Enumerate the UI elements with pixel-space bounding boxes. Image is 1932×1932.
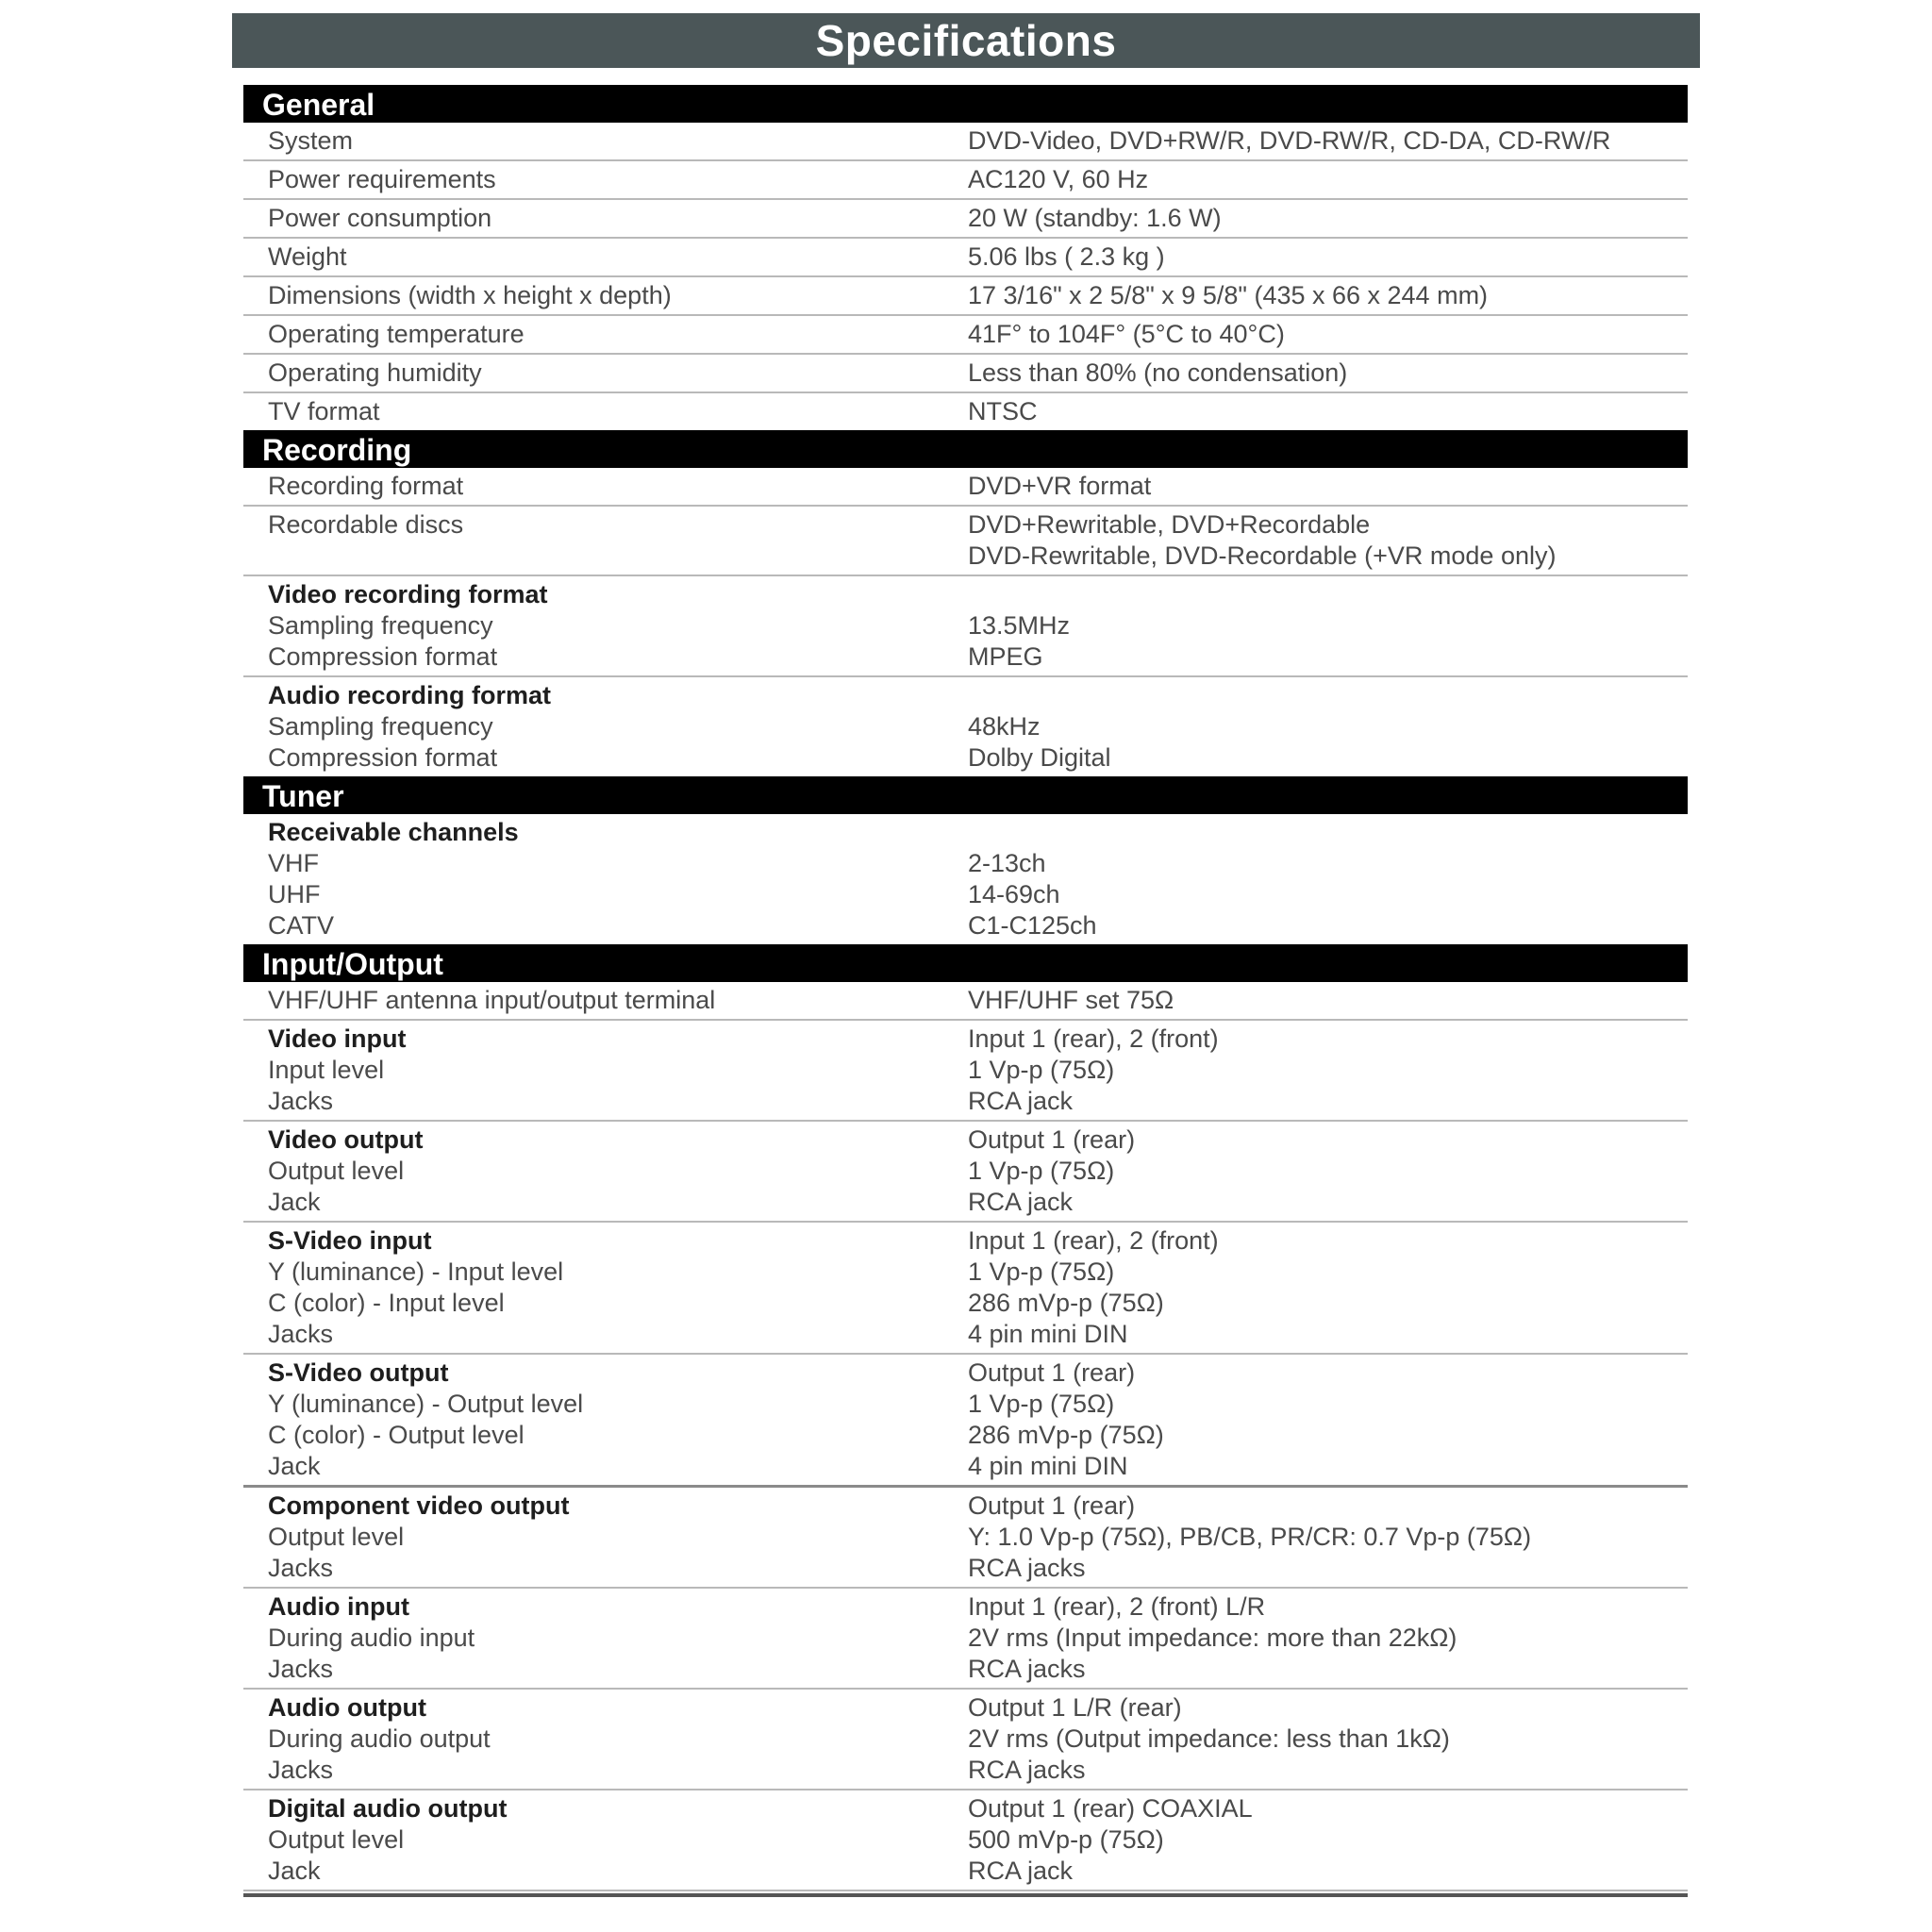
spec-label-cell	[243, 1690, 968, 1789]
spec-label: System	[268, 126, 354, 155]
spec-value: 2-13ch	[968, 849, 1046, 877]
spec-value-cell	[968, 239, 1688, 275]
spec-row	[243, 1122, 1688, 1223]
spec-value-cell	[968, 1021, 1688, 1120]
spec-row	[243, 1021, 1688, 1122]
spec-group-heading: Video input	[268, 1024, 407, 1053]
spec-value: 14-69ch	[968, 880, 1060, 908]
spec-value: Input 1 (rear), 2 (front)	[968, 1024, 1219, 1053]
spec-value-cell	[968, 1690, 1688, 1789]
spec-value: 4 pin mini DIN	[968, 1452, 1128, 1480]
spec-value-cell	[968, 161, 1688, 198]
spec-label: Power requirements	[268, 165, 496, 193]
spec-value: 1 Vp-p (75Ω)	[968, 1390, 1115, 1418]
spec-label: Compression format	[268, 743, 498, 772]
spec-label: Jacks	[268, 1756, 334, 1784]
spec-label-cell	[243, 161, 968, 198]
spec-row	[243, 161, 1688, 200]
spec-value-cell	[968, 1122, 1688, 1221]
spec-value-cell	[968, 393, 1688, 430]
spec-label: Jacks	[268, 1655, 334, 1683]
spec-value: Output 1 L/R (rear)	[968, 1693, 1182, 1722]
spec-row	[243, 982, 1688, 1021]
spec-value: 286 mVp-p (75Ω)	[968, 1289, 1164, 1317]
spec-value: RCA jack	[968, 1188, 1074, 1216]
spec-value-cell	[968, 814, 1688, 944]
spec-row	[243, 316, 1688, 355]
spec-value-cell	[968, 1790, 1688, 1890]
spec-label-cell	[243, 316, 968, 353]
spec-value: Dolby Digital	[968, 743, 1111, 772]
spec-label-cell	[243, 1589, 968, 1688]
spec-value: Input 1 (rear), 2 (front) L/R	[968, 1592, 1266, 1621]
spec-label: CATV	[268, 911, 335, 940]
spec-label-cell	[243, 393, 968, 430]
spec-value-cell	[968, 1488, 1688, 1587]
spec-value: AC120 V, 60 Hz	[968, 165, 1149, 193]
spec-value-cell	[968, 982, 1688, 1019]
spec-value: Input 1 (rear), 2 (front)	[968, 1226, 1219, 1255]
spec-value: 48kHz	[968, 712, 1041, 741]
spec-row	[243, 277, 1688, 316]
spec-row	[243, 393, 1688, 430]
spec-value: 4 pin mini DIN	[968, 1320, 1128, 1348]
spec-label: Output level	[268, 1523, 405, 1551]
spec-label-cell	[243, 677, 968, 776]
spec-value: Output 1 (rear)	[968, 1125, 1136, 1154]
spec-value: 5.06 lbs ( 2.3 kg )	[968, 242, 1165, 271]
spec-label-cell	[243, 355, 968, 391]
spec-label: Weight	[268, 242, 347, 271]
spec-label-cell	[243, 1790, 968, 1890]
spec-label-cell	[243, 200, 968, 237]
spec-row	[243, 1355, 1688, 1488]
spec-value-cell	[968, 123, 1688, 159]
spec-label-cell	[243, 1355, 968, 1485]
spec-label-cell	[243, 1021, 968, 1120]
spec-label: Jacks	[268, 1087, 334, 1115]
spec-label: Compression format	[268, 642, 498, 671]
spec-value: 286 mVp-p (75Ω)	[968, 1421, 1164, 1449]
spec-label: Sampling frequency	[268, 712, 493, 741]
spec-label-cell	[243, 1122, 968, 1221]
spec-value: DVD-Rewritable, DVD-Recordable (+VR mode only)	[968, 541, 1557, 570]
spec-label: UHF	[268, 880, 321, 908]
spec-label: TV format	[268, 397, 380, 425]
spec-table	[243, 85, 1688, 1897]
spec-value	[968, 579, 1688, 610]
spec-value-cell	[968, 200, 1688, 237]
spec-label: Jack	[268, 1857, 321, 1885]
spec-value: Less than 80% (no condensation)	[968, 358, 1348, 387]
spec-value: DVD+Rewritable, DVD+Recordable	[968, 510, 1371, 539]
spec-row	[243, 507, 1688, 576]
spec-value-cell	[968, 1355, 1688, 1485]
spec-row	[243, 200, 1688, 239]
spec-value-cell	[968, 1589, 1688, 1688]
spec-value: 2V rms (Input impedance: more than 22kΩ)	[968, 1624, 1457, 1652]
spec-value: Output 1 (rear)	[968, 1358, 1136, 1387]
spec-label: Output level	[268, 1157, 405, 1185]
spec-value-cell	[968, 277, 1688, 314]
spec-label: Jack	[268, 1188, 321, 1216]
spec-value: RCA jacks	[968, 1756, 1086, 1784]
spec-group-heading: Component video output	[268, 1491, 570, 1520]
spec-group-heading: Audio recording format	[268, 681, 552, 709]
section-header-tuner: Tuner	[243, 776, 1688, 814]
spec-label-cell	[243, 239, 968, 275]
spec-label: Operating temperature	[268, 320, 525, 348]
spec-value: MPEG	[968, 642, 1043, 671]
spec-label: Operating humidity	[268, 358, 482, 387]
spec-label: C (color) - Output level	[268, 1421, 525, 1449]
spec-group-heading: Receivable channels	[268, 818, 519, 846]
spec-label-cell	[243, 982, 968, 1019]
spec-label: Dimensions (width x height x depth)	[268, 281, 672, 309]
spec-label: Recording format	[268, 472, 464, 500]
spec-group-heading: Audio output	[268, 1693, 426, 1722]
spec-value: C1-C125ch	[968, 911, 1097, 940]
spec-label: Recordable discs	[268, 510, 464, 539]
spec-label: C (color) - Input level	[268, 1289, 505, 1317]
spec-value-cell	[968, 468, 1688, 505]
spec-label: Y (luminance) - Input level	[268, 1257, 564, 1286]
page-title: Specifications	[232, 13, 1700, 68]
spec-row	[243, 814, 1688, 944]
section-header-recording: Recording	[243, 430, 1688, 468]
section-header-general: General	[243, 85, 1688, 123]
spec-value: 500 mVp-p (75Ω)	[968, 1825, 1164, 1854]
spec-value-cell	[968, 507, 1688, 575]
spec-value: 1 Vp-p (75Ω)	[968, 1257, 1115, 1286]
spec-value: 13.5MHz	[968, 611, 1071, 640]
spec-row	[243, 1589, 1688, 1690]
spec-value: 2V rms (Output impedance: less than 1kΩ)	[968, 1724, 1450, 1753]
spec-value: Output 1 (rear) COAXIAL	[968, 1794, 1253, 1823]
spec-group-heading: S-Video input	[268, 1226, 432, 1255]
spec-label: VHF	[268, 849, 319, 877]
spec-group-heading: S-Video output	[268, 1358, 449, 1387]
spec-value: RCA jack	[968, 1087, 1074, 1115]
spec-row	[243, 123, 1688, 161]
spec-value	[968, 817, 1688, 848]
spec-label-cell	[243, 468, 968, 505]
spec-label: Power consumption	[268, 204, 492, 232]
section-header-input-output: Input/Output	[243, 944, 1688, 982]
spec-value: RCA jacks	[968, 1655, 1086, 1683]
spec-row	[243, 1790, 1688, 1891]
spec-label: Jacks	[268, 1554, 334, 1582]
spec-value-cell	[968, 677, 1688, 776]
spec-label-cell	[243, 814, 968, 944]
spec-label: Output level	[268, 1825, 405, 1854]
spec-value: VHF/UHF set 75Ω	[968, 986, 1174, 1014]
spec-label: During audio input	[268, 1624, 475, 1652]
spec-value-cell	[968, 576, 1688, 675]
spec-value: RCA jack	[968, 1857, 1074, 1885]
spec-label: Sampling frequency	[268, 611, 493, 640]
spec-row	[243, 239, 1688, 277]
spec-label: Input level	[268, 1056, 385, 1084]
spec-row	[243, 677, 1688, 776]
spec-group-heading: Video recording format	[268, 580, 548, 608]
spec-value: 17 3/16" x 2 5/8" x 9 5/8" (435 x 66 x 244 mm)	[968, 281, 1489, 309]
spec-label	[268, 541, 968, 572]
spec-label: Jacks	[268, 1320, 334, 1348]
spec-value-cell	[968, 355, 1688, 391]
spec-value: 1 Vp-p (75Ω)	[968, 1056, 1115, 1084]
spec-group-heading: Audio input	[268, 1592, 409, 1621]
spec-group-heading: Video output	[268, 1125, 424, 1154]
spec-row	[243, 1488, 1688, 1589]
spec-label: During audio output	[268, 1724, 491, 1753]
spec-row	[243, 1223, 1688, 1355]
spec-row	[243, 355, 1688, 393]
spec-label-cell	[243, 1488, 968, 1587]
spec-label: Jack	[268, 1452, 321, 1480]
spec-label: VHF/UHF antenna input/output terminal	[268, 986, 716, 1014]
spec-label: Y (luminance) - Output level	[268, 1390, 584, 1418]
spec-value: 1 Vp-p (75Ω)	[968, 1157, 1115, 1185]
spec-value: Y: 1.0 Vp-p (75Ω), PB/CB, PR/CR: 0.7 Vp-p (75Ω)	[968, 1523, 1532, 1551]
spec-value: NTSC	[968, 397, 1038, 425]
spec-value: DVD+VR format	[968, 472, 1152, 500]
spec-value-cell	[968, 316, 1688, 353]
spec-value: Output 1 (rear)	[968, 1491, 1136, 1520]
bottom-rule	[243, 1893, 1688, 1897]
spec-group-heading: Digital audio output	[268, 1794, 508, 1823]
spec-row	[243, 1690, 1688, 1790]
spec-value-cell	[968, 1223, 1688, 1353]
spec-value: DVD-Video, DVD+RW/R, DVD-RW/R, CD-DA, CD-RW/R	[968, 126, 1611, 155]
spec-value	[968, 680, 1688, 711]
spec-label-cell	[243, 123, 968, 159]
spec-row	[243, 468, 1688, 507]
spec-value: 41F° to 104F° (5°C to 40°C)	[968, 320, 1285, 348]
spec-label-cell	[243, 507, 968, 575]
spec-row	[243, 576, 1688, 677]
spec-label-cell	[243, 1223, 968, 1353]
spec-value: 20 W (standby: 1.6 W)	[968, 204, 1222, 232]
spec-value: RCA jacks	[968, 1554, 1086, 1582]
spec-label-cell	[243, 277, 968, 314]
spec-label-cell	[243, 576, 968, 675]
